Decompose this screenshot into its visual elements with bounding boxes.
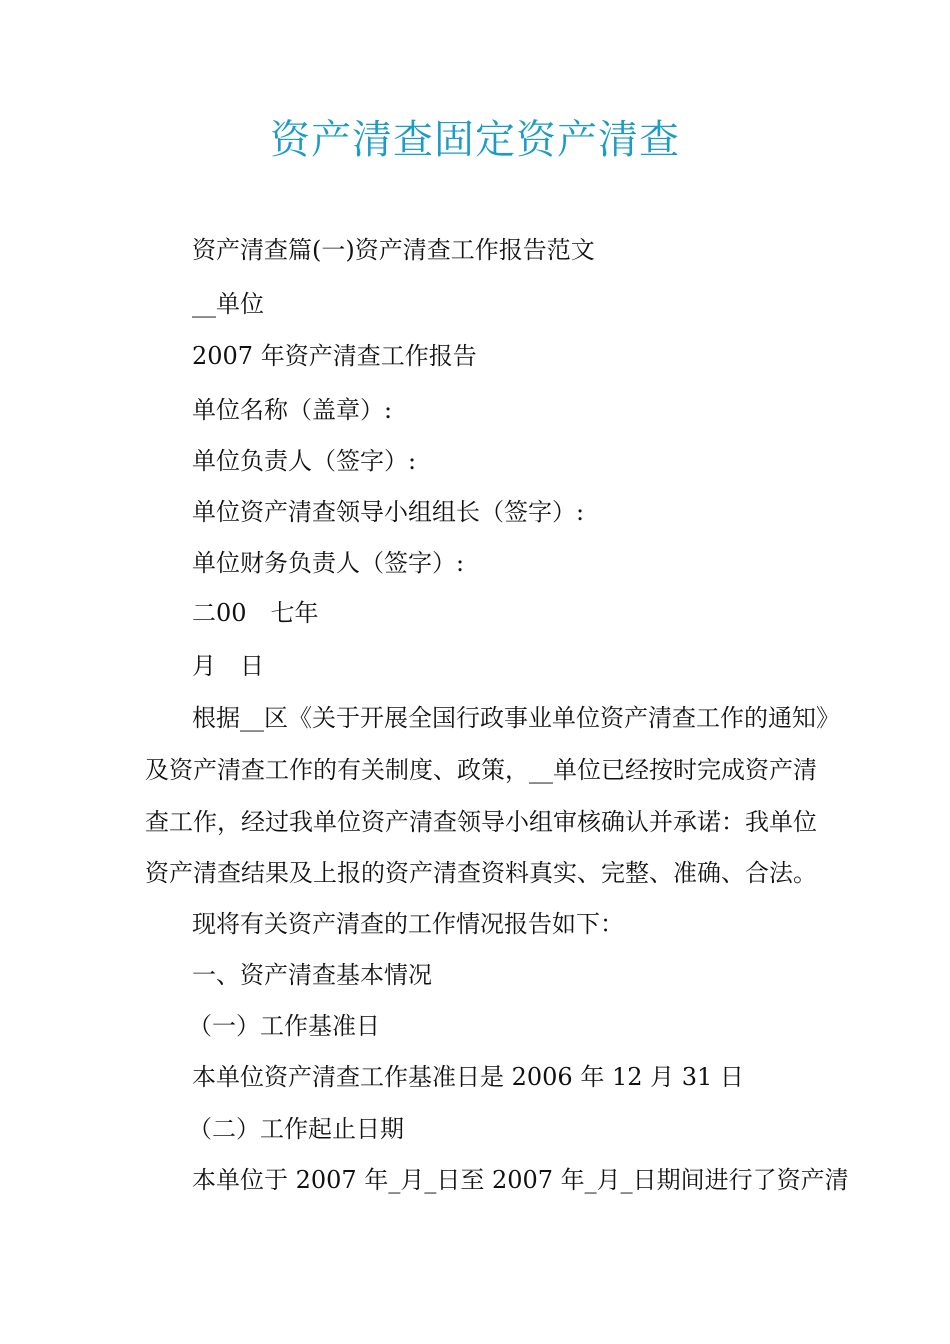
- group-leader-field: 单位资产清查领导小组组长（签字）:: [192, 498, 585, 526]
- section-heading: 资产清查篇(一)资产清查工作报告范文: [192, 236, 595, 264]
- document-title: 资产清查固定资产清查: [270, 117, 680, 163]
- body-paragraph-line: 根据__区《关于开展全国行政事业单位资产清查工作的通知》: [192, 704, 840, 732]
- unit-head-field: 单位负责人（签字）:: [192, 447, 417, 475]
- year-line: 二00 七年: [192, 599, 319, 627]
- body-paragraph-line: 资产清查结果及上报的资产清查资料真实、完整、准确、合法。: [145, 859, 817, 887]
- subsection-heading: （二）工作起止日期: [188, 1115, 404, 1143]
- body-paragraph-line: 及资产清查工作的有关制度、政策，__单位已经按时完成资产清: [145, 756, 817, 784]
- date-line: 月 日: [192, 652, 264, 680]
- unit-line: __单位: [192, 290, 264, 318]
- unit-name-field: 单位名称（盖章）:: [192, 396, 393, 424]
- period-line: 本单位于 2007 年_月_日至 2007 年_月_日期间进行了资产清: [192, 1166, 849, 1194]
- report-intro: 现将有关资产清查的工作情况报告如下：: [192, 910, 624, 938]
- finance-head-field: 单位财务负责人（签字）:: [192, 549, 465, 577]
- subsection-heading: （一）工作基准日: [188, 1012, 380, 1040]
- section-one-heading: 一、资产清查基本情况: [192, 961, 432, 989]
- base-date-line: 本单位资产清查工作基准日是 2006 年 12 月 31 日: [192, 1063, 744, 1091]
- body-paragraph-line: 查工作，经过我单位资产清查领导小组审核确认并承诺：我单位: [145, 808, 817, 836]
- report-title: 2007 年资产清查工作报告: [192, 342, 477, 370]
